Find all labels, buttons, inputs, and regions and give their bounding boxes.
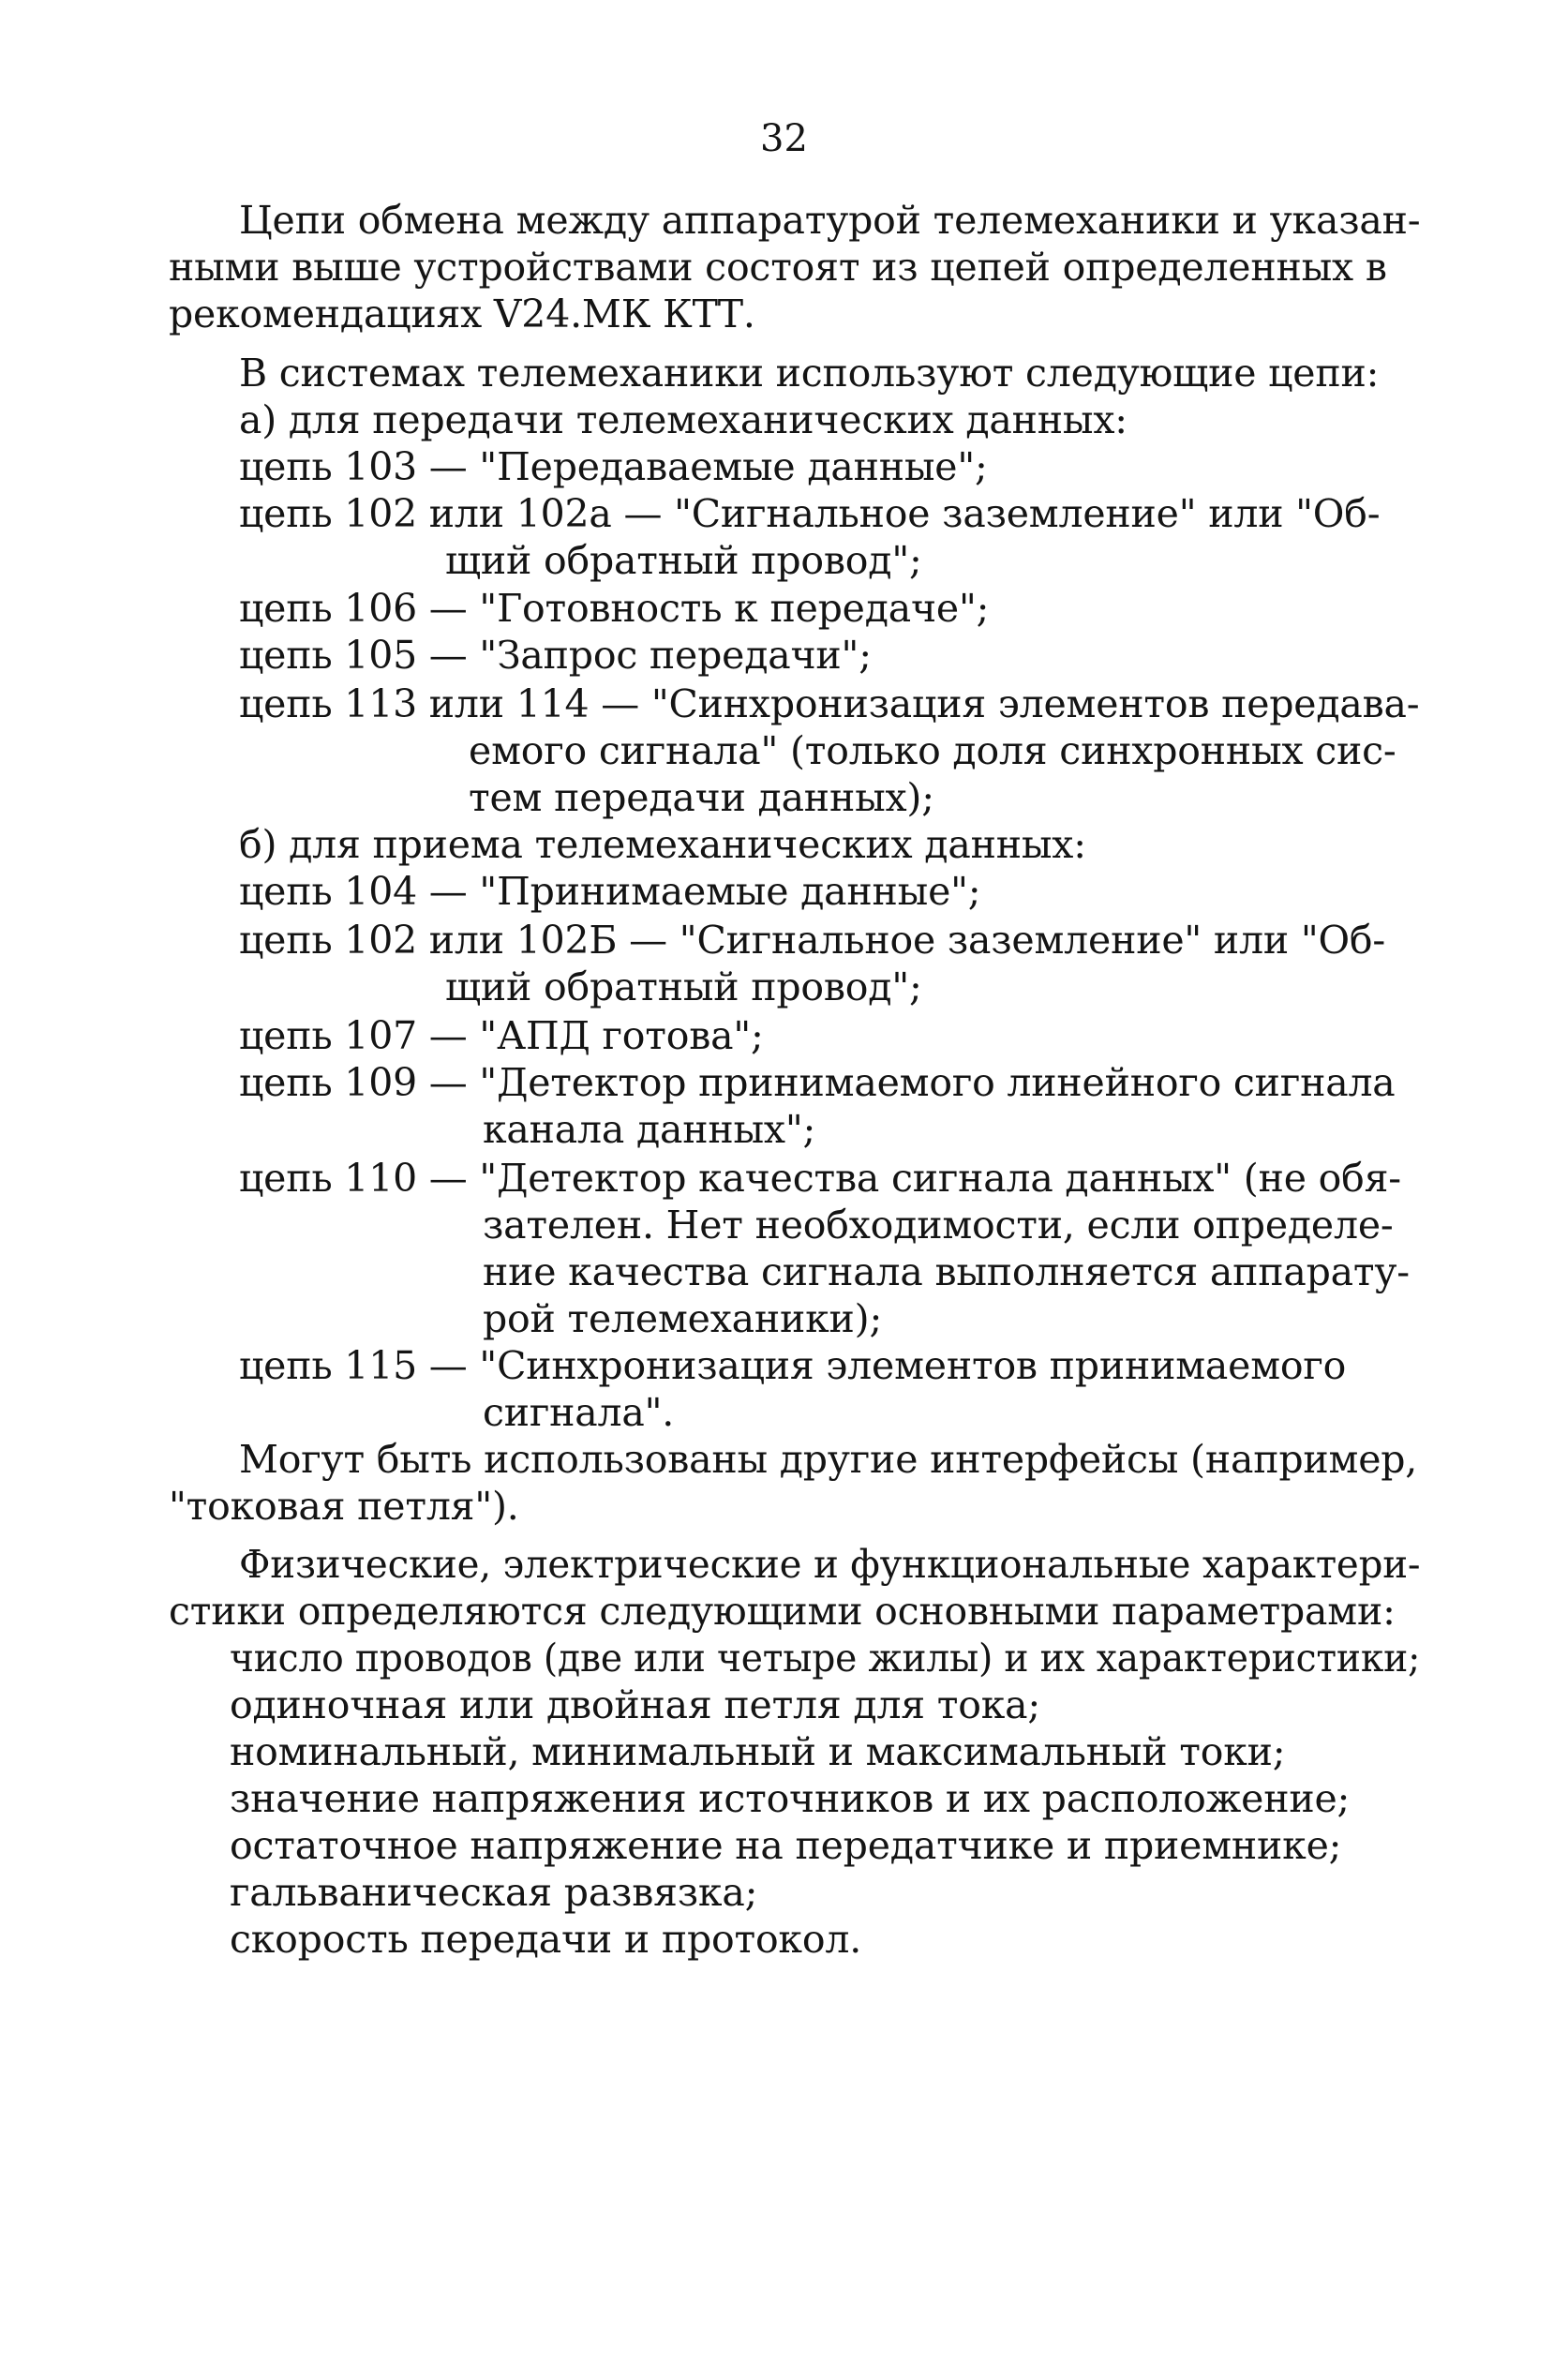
circuit-continuation: щий обратный провод";	[445, 538, 922, 583]
circuit-continuation: канала данных";	[483, 1107, 816, 1152]
circuit-continuation: емого сигнала" (только доля синхронных сис-	[469, 728, 1396, 773]
parameter-item: скорость передачи и протокол.	[230, 1917, 862, 1962]
parameter-item: номинальный, минимальный и максимальный токи;	[230, 1729, 1286, 1774]
parameter-item: остаточное напряжение на передатчике и приемнике;	[230, 1823, 1342, 1868]
section-b-heading: б) для приема телемеханических данных:	[239, 822, 1086, 867]
intro-line: ными выше устройствами состоят из цепей определенных в	[169, 245, 1387, 290]
parameter-item: значение напряжения источников и их расположение;	[230, 1776, 1351, 1821]
characteristics-line: стики определяются следующими основными параметрами:	[169, 1589, 1396, 1634]
parameter-item: гальваническая развязка;	[230, 1870, 758, 1915]
circuit-line: цепь 115 — "Синхронизация элементов принимаемого	[239, 1343, 1347, 1388]
parameter-item: число проводов (две или четыре жилы) и их характеристики;	[230, 1636, 1421, 1681]
circuit-line: цепь 107 — "АПД готова";	[239, 1013, 764, 1058]
circuit-line: цепь 105 — "Запрос передачи";	[239, 633, 872, 678]
systems-intro: В системах телемеханики используют следующие цепи:	[239, 351, 1380, 396]
circuit-continuation: ние качества сигнала выполняется аппарату-	[483, 1249, 1410, 1294]
circuit-continuation: сигнала".	[483, 1390, 675, 1435]
characteristics-line: Физические, электрические и функциональные характери-	[239, 1542, 1421, 1587]
parameter-item: одиночная или двойная петля для тока;	[230, 1682, 1041, 1727]
circuit-line: цепь 106 — "Готовность к передаче";	[239, 586, 990, 631]
intro-line: Цепи обмена между аппаратурой телемеханики и указан-	[239, 198, 1421, 243]
circuit-line: цепь 102 или 102Б — "Сигнальное заземление" или "Об-	[239, 918, 1386, 963]
circuit-continuation: тем передачи данных);	[469, 775, 934, 820]
circuit-continuation: щий обратный провод";	[445, 964, 922, 1009]
intro-line: рекомендациях V24.МК КТТ.	[169, 291, 755, 336]
circuit-line: цепь 110 — "Детектор качества сигнала данных" (не обя-	[239, 1156, 1401, 1201]
circuit-line: цепь 109 — "Детектор принимаемого линейного сигнала	[239, 1060, 1396, 1105]
circuit-continuation: рой телемеханики);	[483, 1296, 883, 1341]
circuit-line: цепь 104 — "Принимаемые данные";	[239, 869, 981, 914]
circuit-continuation: зателен. Нет необходимости, если определе-	[483, 1203, 1394, 1248]
circuit-line: цепь 103 — "Передаваемые данные";	[239, 444, 988, 489]
other-interfaces-line: "токовая петля").	[169, 1484, 519, 1529]
section-a-heading: а) для передачи телемеханических данных:	[239, 397, 1127, 442]
other-interfaces-line: Могут быть использованы другие интерфейсы (например,	[239, 1437, 1418, 1482]
circuit-line: цепь 102 или 102а — "Сигнальное заземление" или "Об-	[239, 491, 1381, 536]
page-number: 32	[760, 117, 808, 160]
circuit-line: цепь 113 или 114 — "Синхронизация элементов передава-	[239, 681, 1420, 726]
